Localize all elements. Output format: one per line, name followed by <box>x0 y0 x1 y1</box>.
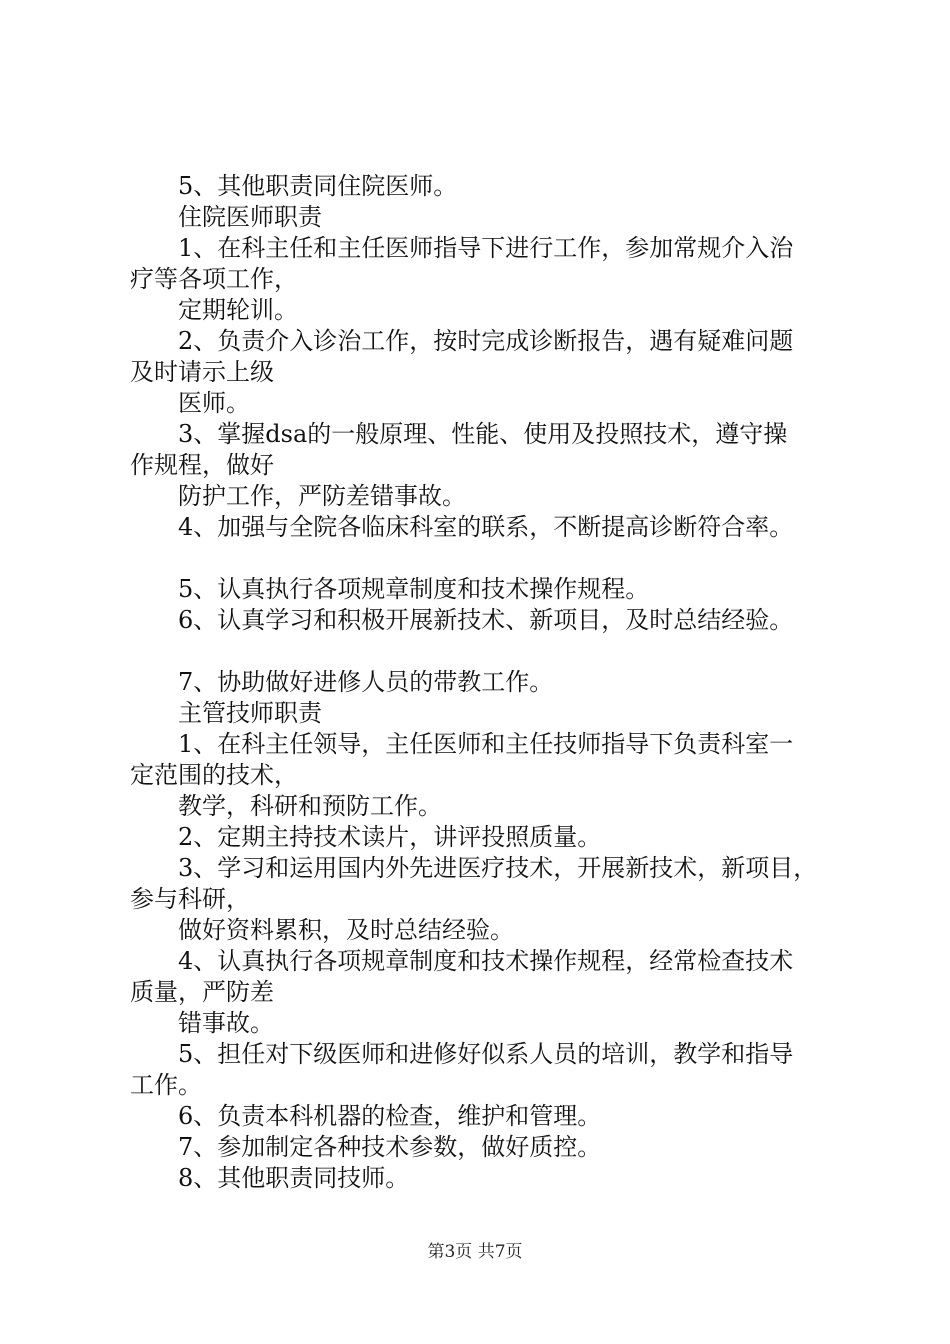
text-line: 3、学习和运用国内外先进医疗技术，开展新技术，新项目， <box>178 854 818 882</box>
text-line: 防护工作，严防差错事故。 <box>178 482 466 510</box>
text-line: 及时请示上级 <box>130 358 274 386</box>
text-line: 作规程，做好 <box>130 451 274 479</box>
text-line: 3、掌握dsa的一般原理、性能、使用及投照技术，遵守操 <box>178 420 788 448</box>
text-line: 5、担任对下级医师和进修好似系人员的培训，教学和指导 <box>178 1040 794 1068</box>
text-line: 7、参加制定各种技术参数，做好质控。 <box>178 1133 602 1161</box>
text-line: 2、负责介入诊治工作，按时完成诊断报告，遇有疑难问题 <box>178 327 794 355</box>
text-line: 质量，严防差 <box>130 978 274 1006</box>
text-line: 教学，科研和预防工作。 <box>178 792 442 820</box>
text-line: 4、加强与全院各临床科室的联系，不断提高诊断符合率。 <box>178 513 794 541</box>
document-body <box>130 171 840 1194</box>
text-line: 工作。 <box>130 1071 202 1099</box>
text-line: 做好资料累积，及时总结经验。 <box>178 916 514 944</box>
text-line: 1、在科主任领导，主任医师和主任技师指导下负责科室一 <box>178 730 794 758</box>
text-line: 5、其他职责同住院医师。 <box>178 172 458 200</box>
page-footer: 第3页 共7页 <box>427 1242 523 1262</box>
text-line: 1、在科主任和主任医师指导下进行工作，参加常规介入治 <box>178 234 794 262</box>
text-line: 疗等各项工作， <box>130 265 298 293</box>
text-line: 定期轮训。 <box>178 296 298 324</box>
section-heading: 住院医师职责 <box>178 203 322 231</box>
text-line: 医师。 <box>178 389 250 417</box>
text-line: 5、认真执行各项规章制度和技术操作规程。 <box>178 575 650 603</box>
text-line: 6、认真学习和积极开展新技术、新项目，及时总结经验。 <box>178 606 794 634</box>
blank-line <box>130 543 840 574</box>
text-line: 8、其他职责同技师。 <box>178 1164 410 1192</box>
text-line: 参与科研， <box>130 885 250 913</box>
section-heading: 主管技师职责 <box>178 699 322 727</box>
text-line: 4、认真执行各项规章制度和技术操作规程，经常检查技术 <box>178 947 794 975</box>
blank-line <box>130 636 840 667</box>
text-line: 7、协助做好进修人员的带教工作。 <box>178 668 554 696</box>
text-line: 6、负责本科机器的检查，维护和管理。 <box>178 1102 602 1130</box>
text-line: 错事故。 <box>178 1009 274 1037</box>
text-line: 定范围的技术， <box>130 761 298 789</box>
text-line: 2、定期主持技术读片，讲评投照质量。 <box>178 823 602 851</box>
